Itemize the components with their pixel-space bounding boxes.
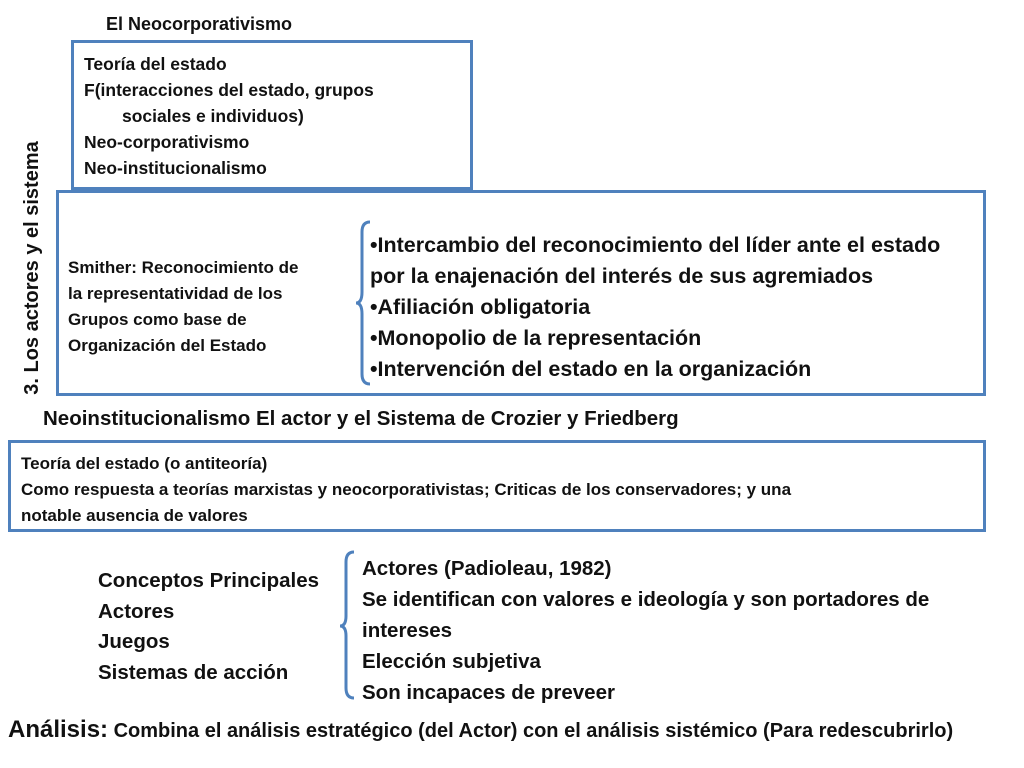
actores-item: Se identifican con valores e ideología y son portadores de intereses [362,588,930,642]
smither-text [68,255,348,359]
smither-line: Organización del Estado [68,336,267,355]
section-vertical-label: 3. Los actores y el sistema [21,141,43,395]
neoinstitucionalismo-heading: Neoinstitucionalismo El actor y el Sistema de Crozier y Friedberg [43,407,679,430]
actores-list [362,553,1002,708]
concepto-item: Juegos [98,630,170,653]
smither-line: la representatividad de los [68,284,283,303]
concepto-item: Conceptos Principales [98,569,320,592]
diagram-title: El Neocorporativismo [106,14,293,34]
concepto-item: Actores [98,599,175,623]
analysis-text: Combina el análisis estratégico (del Actor) con el análisis sistémico (Para redescubrirlo) [108,720,954,742]
actores-item: Elección subjetiva [362,650,541,673]
bullet-item: •Intercambio del reconocimiento del líder ante el estado por la enajenación del interés de sus agremiados [370,233,941,288]
smither-line: Grupos como base de [68,310,247,329]
antiteoria-line: Teoría del estado (o antiteoría) [21,454,268,473]
antiteoria-line: Como respuesta a teorías marxistas y neocorporativistas; Criticas de los conservadores; y una [21,480,792,499]
theory-line: Neo-institucionalismo [84,158,267,178]
bullet-item: •Afiliación obligatoria [370,295,591,319]
left-brace-icon [338,550,358,700]
smither-line: Smither: Reconocimiento de [68,258,299,277]
antiteoria-box [8,440,986,532]
bullet-item: •Monopolio de la representación [370,326,702,350]
analysis-label: Análisis: [8,716,109,743]
theory-line: F(interacciones del estado, grupos [84,80,374,100]
actores-item: Actores (Padioleau, 1982) [362,557,612,580]
conceptos-list [98,566,319,688]
analysis-statement [8,716,953,744]
bullet-item: •Intervención del estado en la organización [370,357,812,381]
theory-line: sociales e individuos) [122,106,304,126]
theory-line: Teoría del estado [84,54,227,74]
antiteoria-line: notable ausencia de valores [21,506,248,525]
bullet-list [370,230,980,385]
theory-box [71,40,473,190]
actores-item: Son incapaces de preveer [362,681,615,704]
theory-line: Neo-corporativismo [84,132,250,152]
concepto-item: Sistemas de acción [98,660,289,684]
